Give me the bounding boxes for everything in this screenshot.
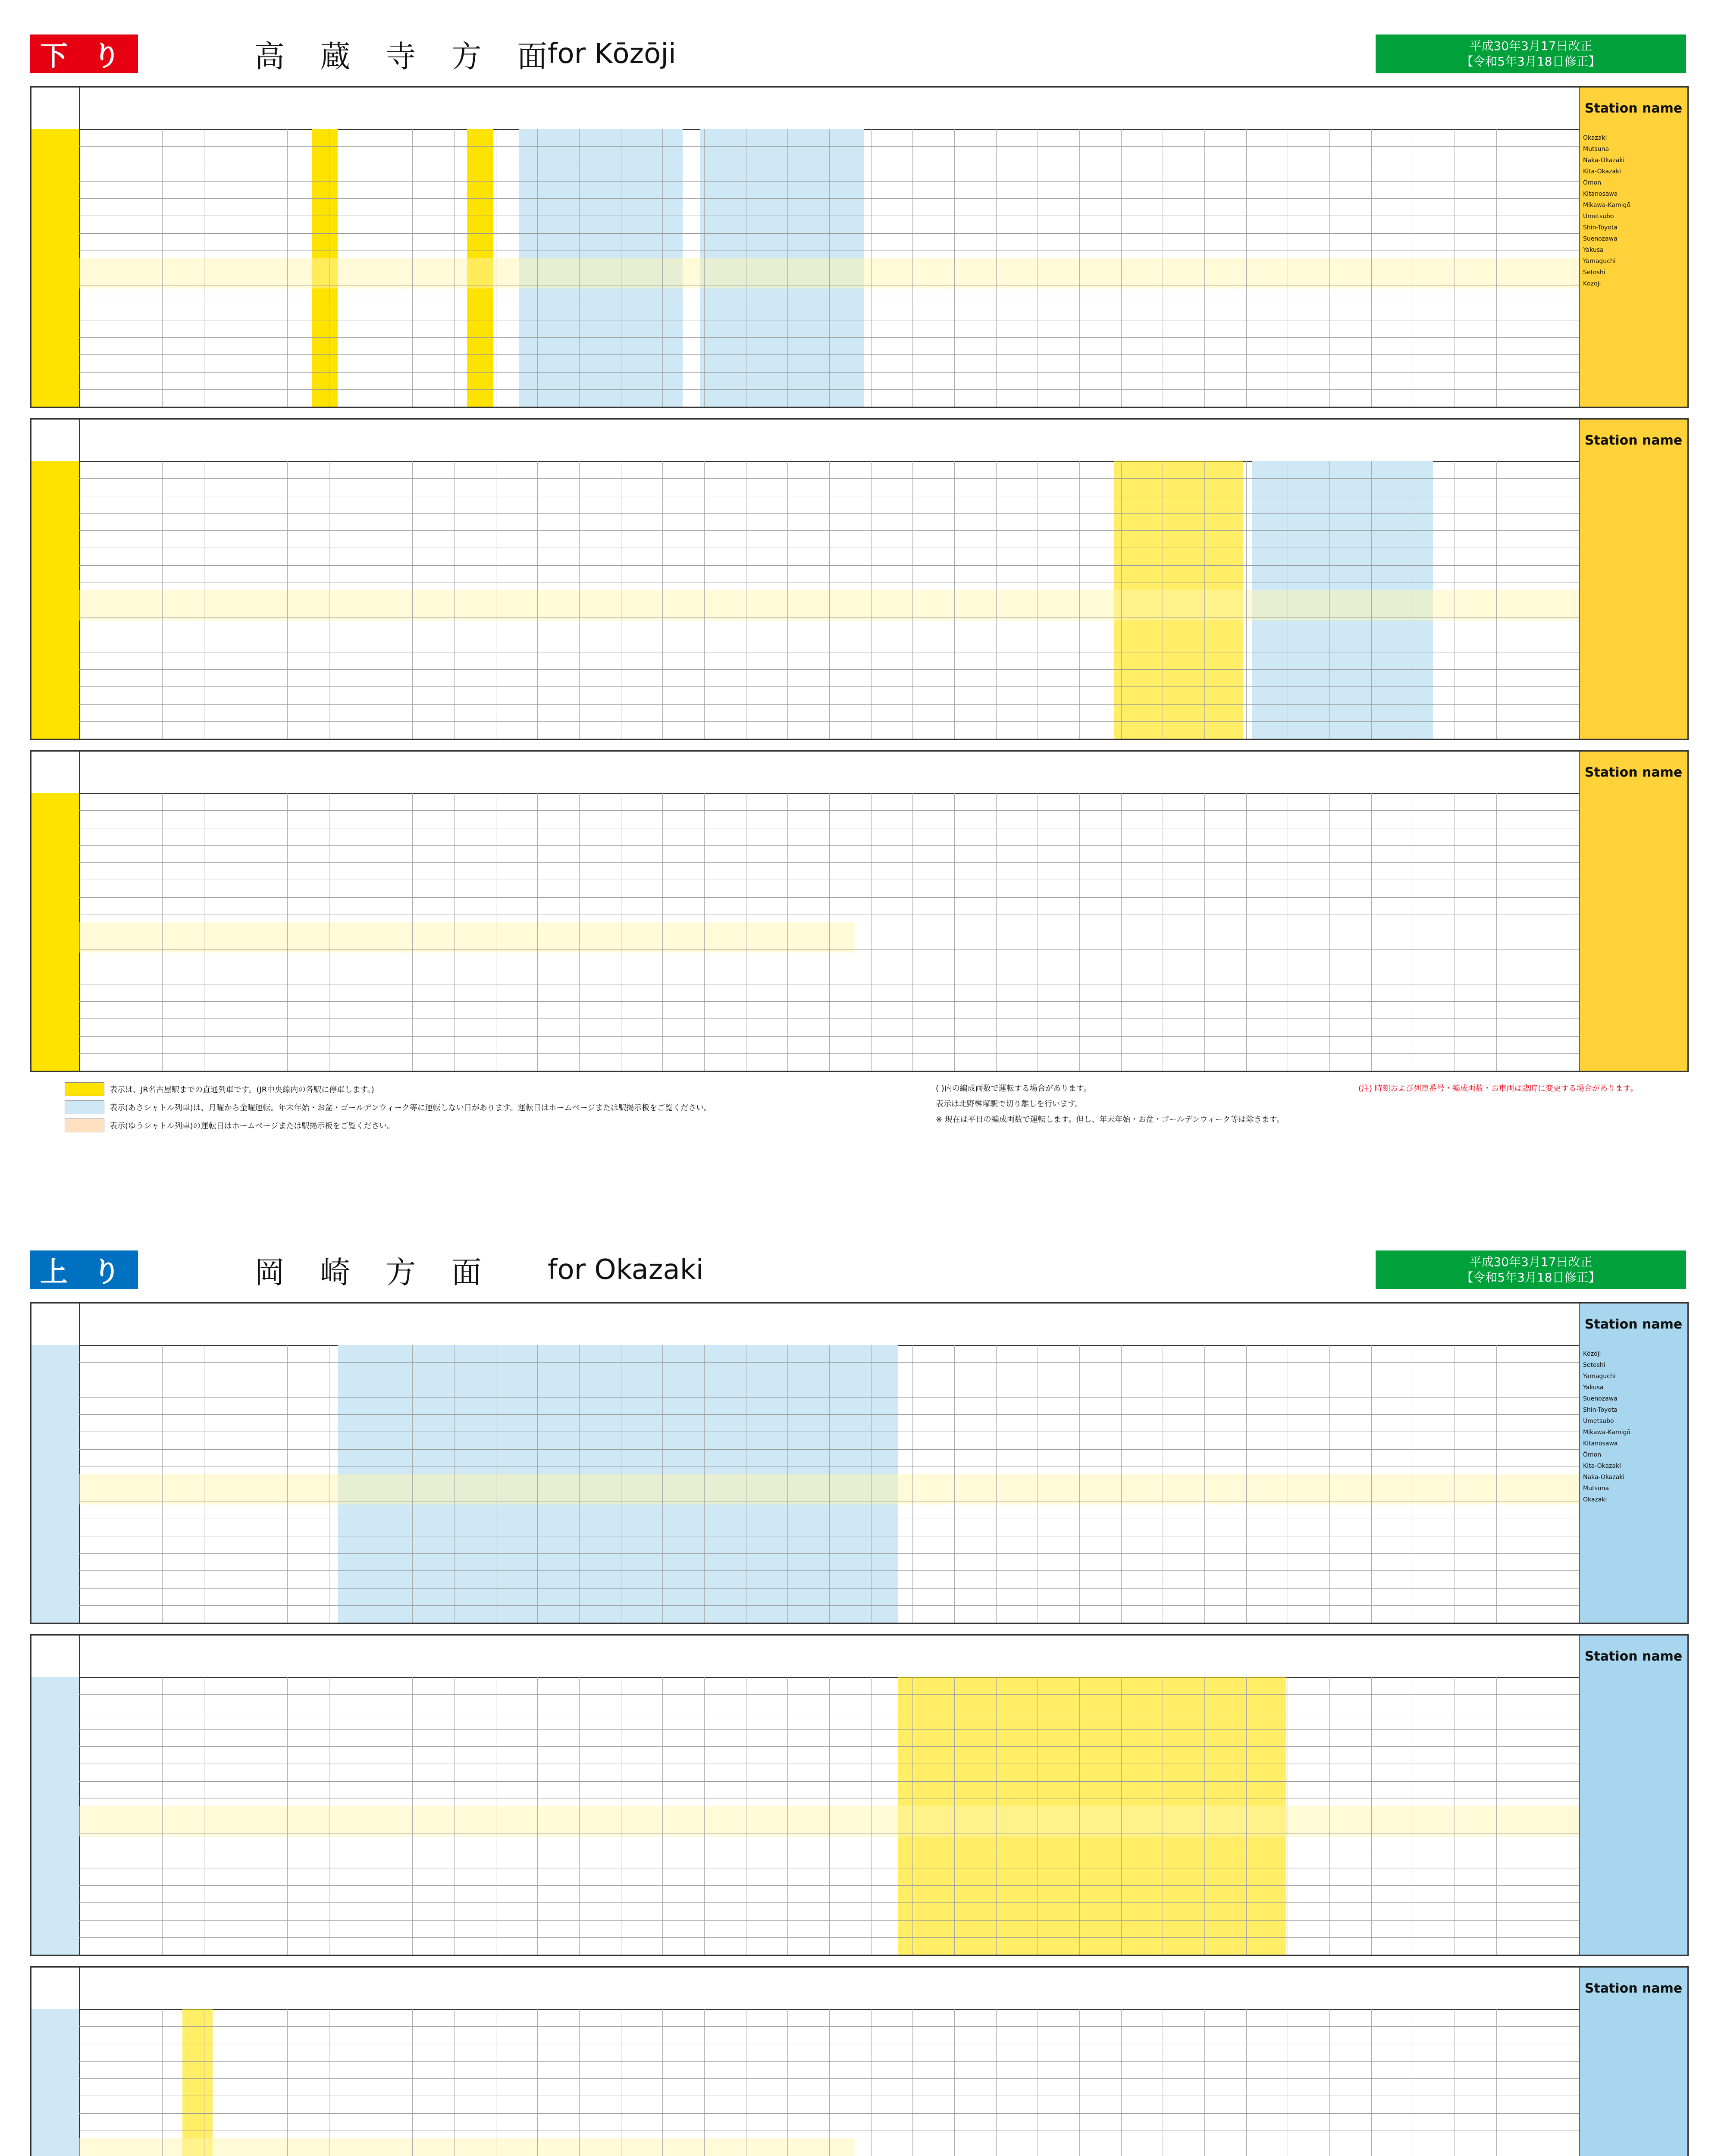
- revision-date: 平成30年3月17日改正: [1469, 39, 1593, 53]
- timetable-grid: [79, 793, 1580, 1071]
- station-column-jp: [31, 1636, 80, 1955]
- station-en: Yamaguchi: [1583, 1373, 1616, 1380]
- direction-badge: 下 り: [30, 34, 138, 73]
- station-name-column: [1579, 88, 1687, 407]
- direction-badge: 上 り: [30, 1250, 138, 1289]
- station-name-header: Station name: [1580, 1636, 1687, 1678]
- station-en: Suenozawa: [1583, 235, 1618, 242]
- station-en: Shin-Toyota: [1583, 224, 1618, 231]
- timetable-block-5: [30, 1634, 1689, 1956]
- station-en: Kitanosawa: [1583, 191, 1618, 197]
- station-en: Okazaki: [1583, 135, 1607, 141]
- station-en: Shin-Toyota: [1583, 1407, 1618, 1413]
- legend-red-note: [1358, 1082, 1686, 1098]
- station-name-header: Station name: [1580, 1968, 1687, 2010]
- timetable-grid: [79, 1677, 1580, 1955]
- station-en: Umetsubo: [1583, 213, 1614, 220]
- station-column-jp: [31, 1304, 80, 1623]
- revision-date: 平成30年3月17日改正: [1469, 1255, 1593, 1269]
- station-en: Mutsuna: [1583, 1485, 1609, 1492]
- station-name-column: [1579, 1636, 1687, 1955]
- downbound-section: [30, 34, 1686, 1199]
- station-name-column: [1579, 1968, 1687, 2156]
- station-name-header: Station name: [1580, 420, 1687, 462]
- legend-note: ( )内の編成両数で運転する場合があります。: [936, 1084, 1091, 1093]
- direction-subtitle: for Kōzōji: [548, 38, 676, 70]
- legend-note-red: (注) 時刻および列車番号・編成両数・お車両は臨時に変更する場合があります。: [1358, 1084, 1638, 1093]
- direction-title: 高 蔵 寺 方 面: [254, 38, 561, 74]
- train-number-header: [79, 88, 1580, 130]
- upbound-header: [30, 1250, 1686, 1292]
- upbound-section: [30, 1250, 1686, 2156]
- station-list-en: [1580, 129, 1687, 407]
- station-name-header: Station name: [1580, 88, 1687, 130]
- revision-box: [1376, 1250, 1686, 1289]
- station-en: Setoshi: [1583, 269, 1605, 276]
- station-column-jp: [31, 1968, 80, 2156]
- station-en: Kōzōji: [1583, 1351, 1601, 1357]
- downbound-header: [30, 34, 1686, 76]
- station-name-column: [1579, 420, 1687, 739]
- revision-box: [1376, 34, 1686, 73]
- train-number-header: [79, 1636, 1580, 1678]
- station-column-jp: [31, 420, 80, 739]
- station-column-jp: [31, 752, 80, 1071]
- station-en: Mutsuna: [1583, 146, 1609, 153]
- station-en: Okazaki: [1583, 1496, 1607, 1503]
- station-name-header: Station name: [1580, 752, 1687, 794]
- direction-subtitle: for Okazaki: [548, 1254, 704, 1286]
- timetable-block-6: [30, 1966, 1689, 2156]
- direction-title: 岡 崎 方 面: [254, 1254, 495, 1290]
- station-name-column: [1579, 752, 1687, 1071]
- legend-item: 表示(ゆうシャトル列車)の運転日はホームページまたは駅掲示板をご覧ください。: [110, 1122, 395, 1131]
- station-en: Kitanosawa: [1583, 1440, 1618, 1447]
- timetable-grid: [79, 2009, 1580, 2156]
- station-en: Naka-Okazaki: [1583, 157, 1625, 164]
- station-en: Yakusa: [1583, 247, 1604, 254]
- station-en: Ōmon: [1583, 179, 1602, 186]
- station-column-jp: [31, 88, 80, 407]
- station-en: Naka-Okazaki: [1583, 1474, 1625, 1481]
- station-name-column: [1579, 1304, 1687, 1623]
- station-en: Yamaguchi: [1583, 258, 1616, 265]
- train-number-header: [79, 752, 1580, 794]
- train-number-header: [79, 1968, 1580, 2010]
- station-en: Ōmon: [1583, 1451, 1602, 1458]
- station-list-en: [1580, 1345, 1687, 1623]
- timetable-block-2: [30, 418, 1689, 740]
- station-name-header: Station name: [1580, 1304, 1687, 1346]
- legend-item: 表示は、JR名古屋駅までの直通列車です。(JR中央線内の各駅に停車します。): [110, 1085, 374, 1094]
- station-en: Mikawa-Kamigō: [1583, 202, 1630, 209]
- station-en: Kita-Okazaki: [1583, 1463, 1621, 1470]
- station-en: Yakusa: [1583, 1384, 1604, 1391]
- station-en: Kōzōji: [1583, 280, 1601, 287]
- revision-amend: 【令和5年3月18日修正】: [1461, 1270, 1601, 1285]
- train-number-header: [79, 1304, 1580, 1346]
- station-en: Suenozawa: [1583, 1395, 1618, 1402]
- legend-note: ※ 現在は平日の編成両数で運転します。但し、年末年始・お盆・ゴールデンウィーク等は除きます。: [936, 1115, 1285, 1124]
- timetable-block-1: [30, 86, 1689, 408]
- timetable-grid: [79, 461, 1580, 739]
- legend-item: 表示(あさシャトル列車)は、月曜から金曜運転。年末年始・お盆・ゴールデンウィーク等に運転しない日があります。運転日はホームページまたは駅掲示板をご覧ください。: [110, 1103, 712, 1112]
- timetable-block-4: [30, 1302, 1689, 1624]
- station-en: Umetsubo: [1583, 1418, 1614, 1425]
- station-en: Mikawa-Kamigō: [1583, 1429, 1630, 1436]
- legend-note: 表示は北野桝塚駅で切り離しを行います。: [936, 1100, 1083, 1109]
- timetable-grid: [79, 129, 1580, 407]
- timetable-grid: [79, 1345, 1580, 1623]
- revision-amend: 【令和5年3月18日修正】: [1461, 54, 1601, 69]
- station-en: Setoshi: [1583, 1362, 1605, 1369]
- station-en: Kita-Okazaki: [1583, 168, 1621, 175]
- timetable-block-3: [30, 750, 1689, 1072]
- train-number-header: [79, 420, 1580, 462]
